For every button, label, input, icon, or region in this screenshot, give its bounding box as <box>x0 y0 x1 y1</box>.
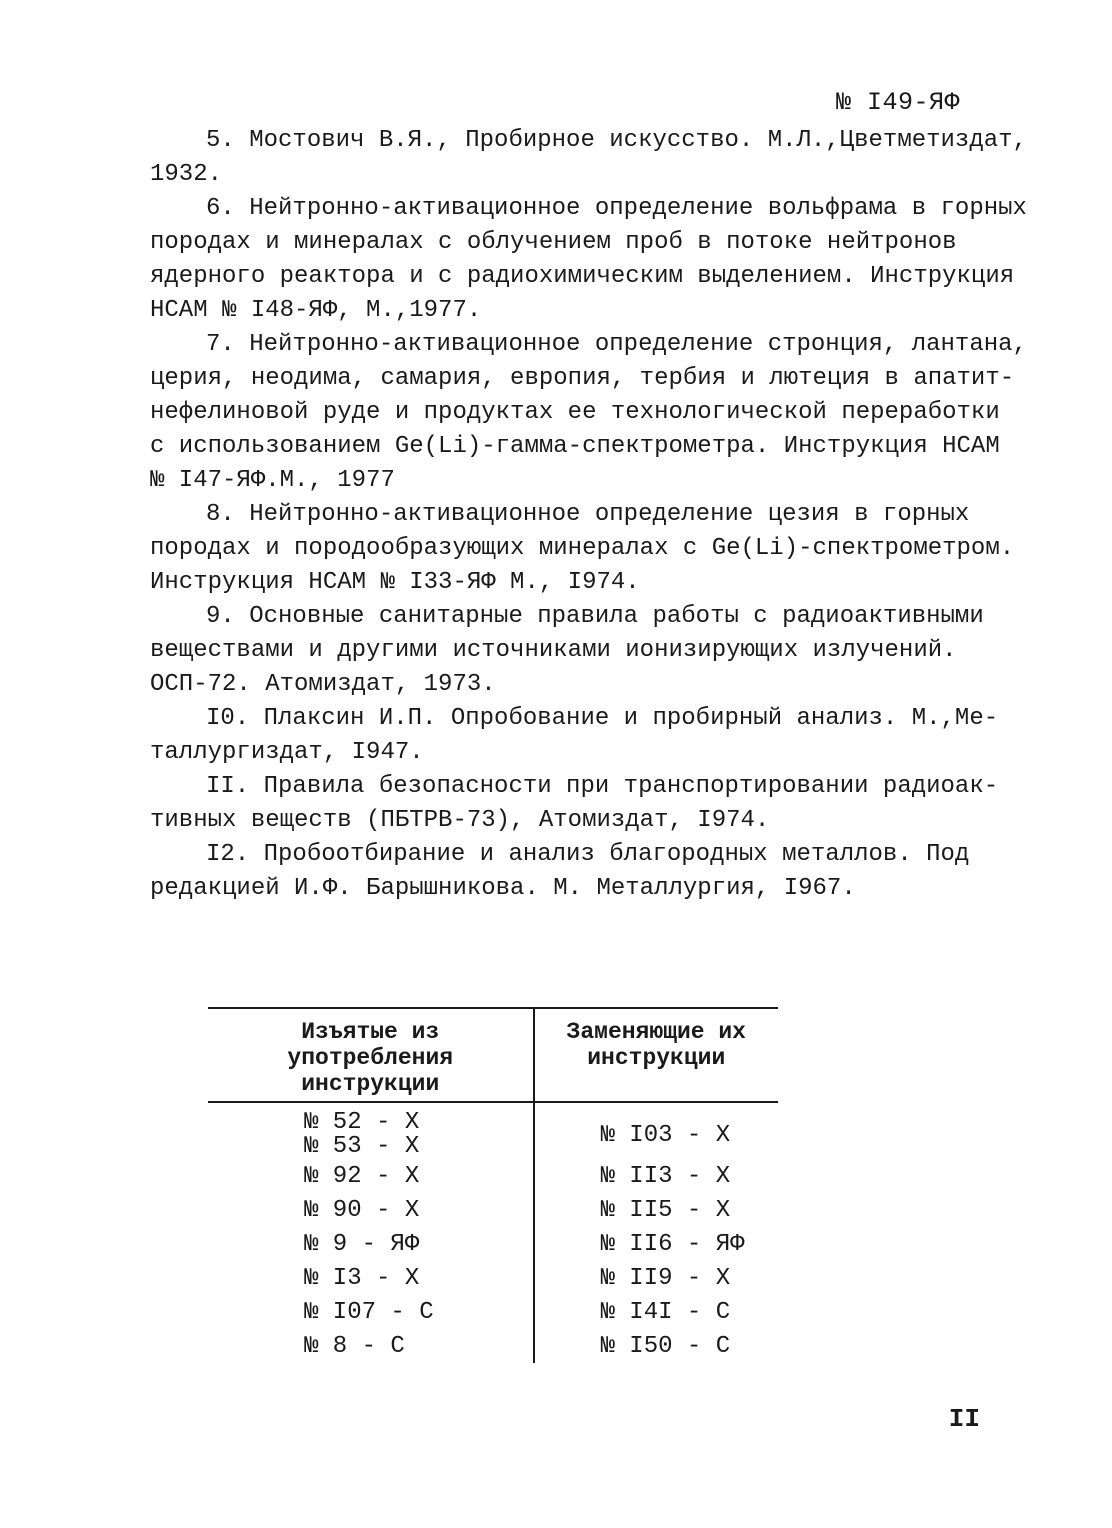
withdrawn-entry: № I07 - С <box>304 1298 434 1326</box>
reference-line: редакцией И.Ф. Барышникова. М. Металлургия, I967. <box>150 875 856 902</box>
replacement-cell <box>534 1102 779 1159</box>
reference-line: I0. Плаксин И.П. Опробование и пробирный анализ. М.,Ме- <box>206 705 999 732</box>
replacement-cell <box>534 1329 779 1363</box>
table-header-row <box>208 1008 778 1102</box>
reference-line: НСАМ № I48-ЯФ, М.,1977. <box>150 297 482 324</box>
withdrawn-entry: № 92 - Х <box>304 1162 420 1190</box>
reference-line: 6. Нейтронно-активационное определение вольфрама в горных <box>206 195 1027 222</box>
withdrawn-cell <box>208 1261 534 1295</box>
replacement-entry: № II9 - Х <box>600 1264 731 1292</box>
reference-item <box>150 328 1027 498</box>
replacement-entry: № II6 - ЯФ <box>600 1230 745 1258</box>
withdrawn-cell <box>208 1329 534 1363</box>
replacement-cell <box>534 1295 779 1329</box>
reference-line: тивных веществ (ПБТРВ-73), Атомиздат, I974. <box>150 807 770 834</box>
withdrawn-cell <box>208 1159 534 1193</box>
reference-line: ОСП-72. Атомиздат, 1973. <box>150 671 496 698</box>
replacement-cell <box>534 1261 779 1295</box>
reference-line: 7. Нейтронно-активационное определение стронция, лантана, <box>206 331 1027 358</box>
reference-list <box>150 124 1027 906</box>
reference-line: II. Правила безопасности при транспортировании радиоак- <box>206 773 999 800</box>
withdrawn-entry: № 9 - ЯФ <box>304 1230 420 1258</box>
replacement-entry: № II5 - Х <box>600 1196 731 1224</box>
reference-line: 8. Нейтронно-активационное определение цезия в горных <box>206 501 970 528</box>
withdrawn-entry: № 52 - Х <box>304 1109 420 1136</box>
withdrawn-entry: № 53 - Х <box>304 1133 420 1160</box>
table-row <box>208 1193 778 1227</box>
reference-line: I2. Пробоотбирание и анализ благородных металлов. Под <box>206 841 970 868</box>
reference-line: 9. Основные санитарные правила работы с радиоактивными <box>206 603 984 630</box>
replacement-entry: № I50 - С <box>600 1332 731 1360</box>
reference-line: веществами и другими источниками ионизирующих излучений. <box>150 637 957 664</box>
withdrawn-entry: № 90 - Х <box>304 1196 420 1224</box>
table-row <box>208 1329 778 1363</box>
replacement-table <box>208 1007 778 1363</box>
reference-line: породах и породообразующих минералах с Ge(Li)-спектрометром. <box>150 535 1015 562</box>
withdrawn-cell <box>208 1295 534 1329</box>
replacement-entry: № II3 - Х <box>600 1162 731 1190</box>
reference-line: № I47-ЯФ.М., 1977 <box>150 467 395 494</box>
reference-line: таллургиздат, I947. <box>150 739 424 766</box>
reference-line: 5. Мостович В.Я., Пробирное искусство. М.Л.,Цветметиздат, <box>206 127 1027 154</box>
reference-line: церия, неодима, самария, европия, тербия и лютеция в апатит- <box>150 365 1015 392</box>
reference-line: ядерного реактора и с радиохимическим выделением. Инструкция <box>150 263 1015 290</box>
withdrawn-cell <box>208 1102 534 1159</box>
reference-item <box>150 498 1015 600</box>
table-row <box>208 1227 778 1261</box>
reference-line: Инструкция НСАМ № I33-ЯФ М., I974. <box>150 569 640 596</box>
document-code: № I49-ЯФ <box>835 88 960 117</box>
page-number: II <box>948 1404 980 1434</box>
replacement-cell <box>534 1159 779 1193</box>
reference-line: с использованием Ge(Li)-гамма-спектрометра. Инструкция НСАМ <box>150 433 1000 460</box>
reference-item <box>150 600 995 702</box>
reference-item <box>150 702 999 770</box>
table-row <box>208 1295 778 1329</box>
reference-item <box>150 838 995 906</box>
replacement-entry: № I03 - Х <box>600 1121 731 1149</box>
table-row <box>208 1102 778 1159</box>
reference-item <box>150 124 1027 192</box>
replacement-column-header: Заменяющие их инструкции <box>534 1008 779 1102</box>
reference-line: нефелиновой руде и продуктах ее технологической переработки <box>150 399 1000 426</box>
replacement-entry: № I4I - С <box>600 1298 731 1326</box>
reference-item <box>150 770 999 838</box>
replacement-cell <box>534 1193 779 1227</box>
reference-line: 1932. <box>150 161 223 188</box>
withdrawn-column-header: Изъятые из употребления инструкции <box>208 1008 534 1102</box>
reference-line: породах и минералах с облучением проб в потоке нейтронов <box>150 229 957 256</box>
reference-item <box>150 192 1027 328</box>
table-row <box>208 1261 778 1295</box>
withdrawn-entry: № 8 - С <box>304 1332 405 1360</box>
withdrawn-cell <box>208 1227 534 1261</box>
withdrawn-entry: № I3 - Х <box>304 1264 420 1292</box>
withdrawn-cell <box>208 1193 534 1227</box>
replacement-cell <box>534 1227 779 1261</box>
table-row <box>208 1159 778 1193</box>
